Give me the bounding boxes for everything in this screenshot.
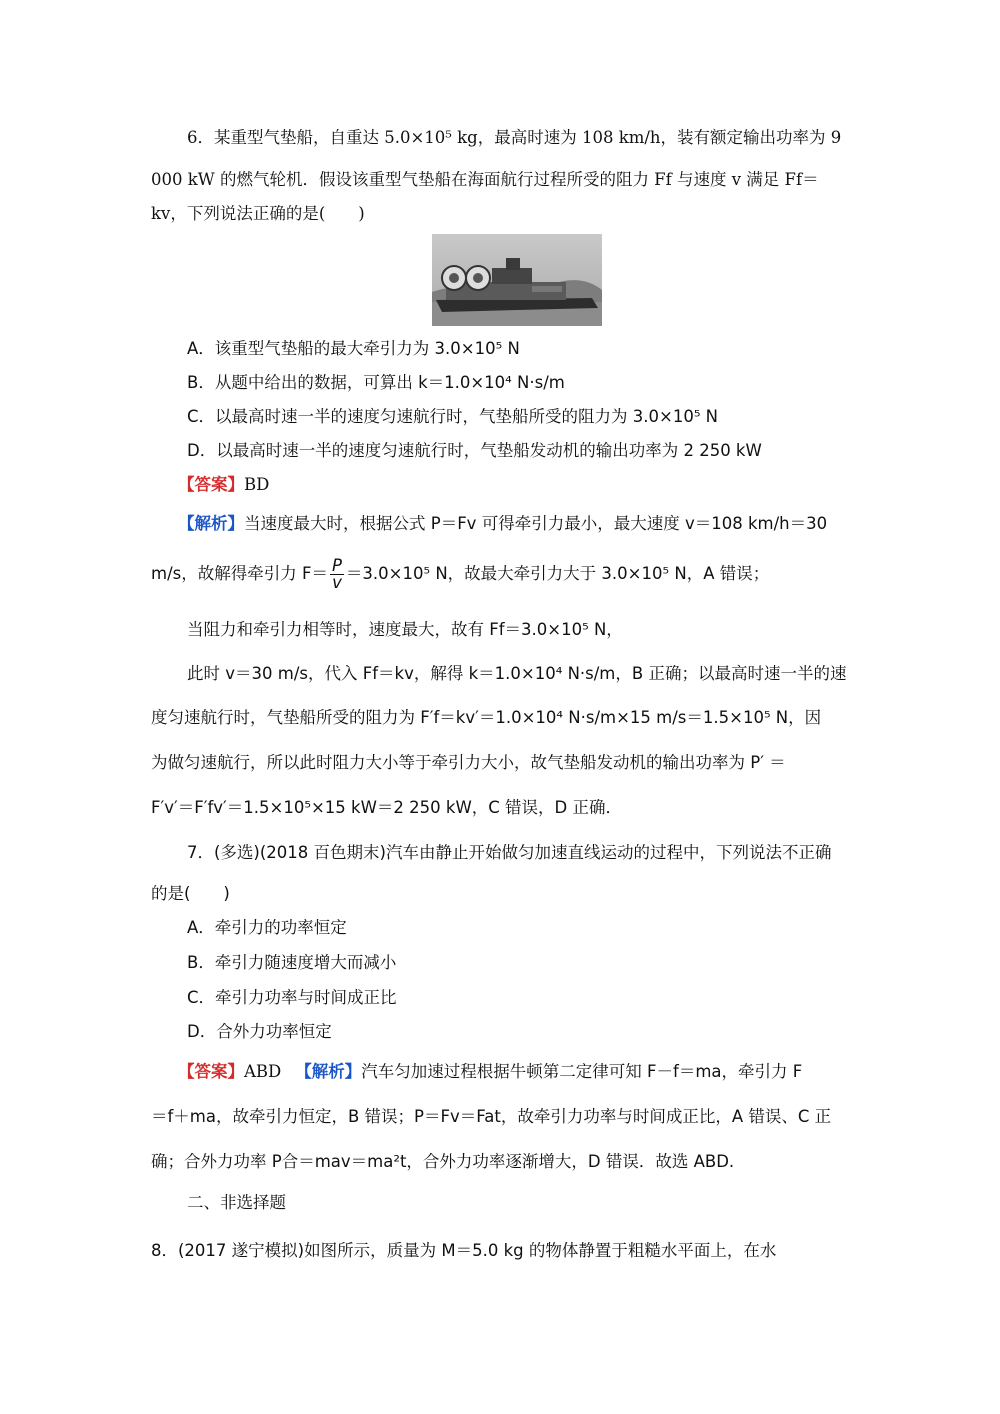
- q6-answer-row: [178, 477, 269, 494]
- q6-stem-line1: 6．某重型气垫船，自重达 5.0×10⁵ kg，最高时速为 108 km/h，装有额定输出功率为 9: [187, 128, 842, 147]
- q6-stem-line2: 000 kW 的燃气轮机．假设该重型气垫船在海面航行过程所受的阻力 Ff 与速度 v 满足 Ff＝: [151, 170, 819, 189]
- q6-analysis-line5: 度匀速航行时，气垫船所受的阻力为 F′f＝kv′＝1.0×10⁴ N·s/m×15 m/s＝1.5×10⁵ N，因: [151, 708, 822, 727]
- q6-option-a: A．该重型气垫船的最大牵引力为 3.0×10⁵ N: [187, 339, 520, 358]
- analysis-tag: 【解析】: [295, 1062, 362, 1081]
- q6-analysis-text-2b: ＝3.0×10⁵ N，故最大牵引力大于 3.0×10⁵ N，A 错误；: [345, 564, 770, 583]
- hovercraft-photo: [432, 234, 602, 326]
- q6-analysis-line3: 当阻力和牵引力相等时，速度最大，故有 Ff＝3.0×10⁵ N，: [187, 620, 623, 639]
- q6-analysis-line2: [151, 557, 769, 591]
- q6-answer: BD: [244, 475, 270, 494]
- q6-analysis-line6: 为做匀速航行，所以此时阻力大小等于牵引力大小，故气垫船发动机的输出功率为 P′ ＝: [151, 753, 786, 772]
- q6-option-b: B．从题中给出的数据，可算出 k＝1.0×10⁴ N·s/m: [187, 373, 565, 392]
- q7-answer: ABD: [244, 1062, 282, 1081]
- q7-option-a: A．牵引力的功率恒定: [187, 918, 347, 937]
- q8-stem-line1: 8．(2017 遂宁模拟)如图所示，质量为 M＝5.0 kg 的物体静置于粗糙水平面上，在水: [151, 1241, 777, 1260]
- q7-analysis-text-1: 汽车匀加速过程根据牛顿第二定律可知 F－f＝ma，牵引力 F: [361, 1062, 803, 1081]
- q7-option-b: B．牵引力随速度增大而减小: [187, 953, 397, 972]
- analysis-tag: 【解析】: [178, 514, 244, 533]
- q7-stem-line2: 的是( ): [151, 884, 230, 903]
- q6-analysis-line1: [178, 516, 827, 533]
- q6-option-c: C．以最高时速一半的速度匀速航行时，气垫船所受的阻力为 3.0×10⁵ N: [187, 407, 719, 426]
- q6-analysis-text-1: 当速度最大时，根据公式 P＝Fv 可得牵引力最小，最大速度 v＝108 km/h＝30: [244, 514, 828, 533]
- q6-analysis-line4: 此时 v＝30 m/s，代入 Ff＝kv，解得 k＝1.0×10⁴ N·s/m，B 正确；以最高时速一半的速: [187, 664, 847, 683]
- section-heading: 二、非选择题: [187, 1193, 286, 1212]
- q6-option-d: D．以最高时速一半的速度匀速航行时，气垫船发动机的输出功率为 2 250 kW: [187, 441, 762, 460]
- q7-answer-row: [178, 1064, 802, 1081]
- q7-analysis-line3: 确；合外力功率 P合＝mav＝ma²t，合外力功率逐渐增大，D 错误．故选 ABD.: [151, 1152, 735, 1171]
- q7-option-d: D．合外力功率恒定: [187, 1022, 332, 1041]
- answer-tag: 【答案】: [178, 1062, 244, 1081]
- q7-stem-line1: 7．(多选)(2018 百色期末)汽车由静止开始做匀加速直线运动的过程中，下列说法不正确: [187, 843, 832, 862]
- q6-analysis-text-2a: m/s，故解得牵引力 F＝: [151, 564, 328, 583]
- q6-analysis-line7: F′v′＝F′fv′＝1.5×10⁵×15 kW＝2 250 kW，C 错误，D 正确．: [151, 798, 622, 817]
- fraction-denominator: v: [332, 573, 342, 592]
- fraction-numerator: P: [331, 556, 342, 575]
- q7-analysis-line2: ＝f＋ma，故牵引力恒定，B 错误；P＝Fv＝Fat，故牵引力功率与时间成正比，A 错误、C 正: [151, 1107, 832, 1126]
- q6-stem-line3: kv，下列说法正确的是( ): [151, 204, 365, 223]
- answer-tag: 【答案】: [178, 475, 244, 494]
- q7-option-c: C．牵引力功率与时间成正比: [187, 988, 397, 1007]
- fraction-p-over-v: [330, 558, 344, 591]
